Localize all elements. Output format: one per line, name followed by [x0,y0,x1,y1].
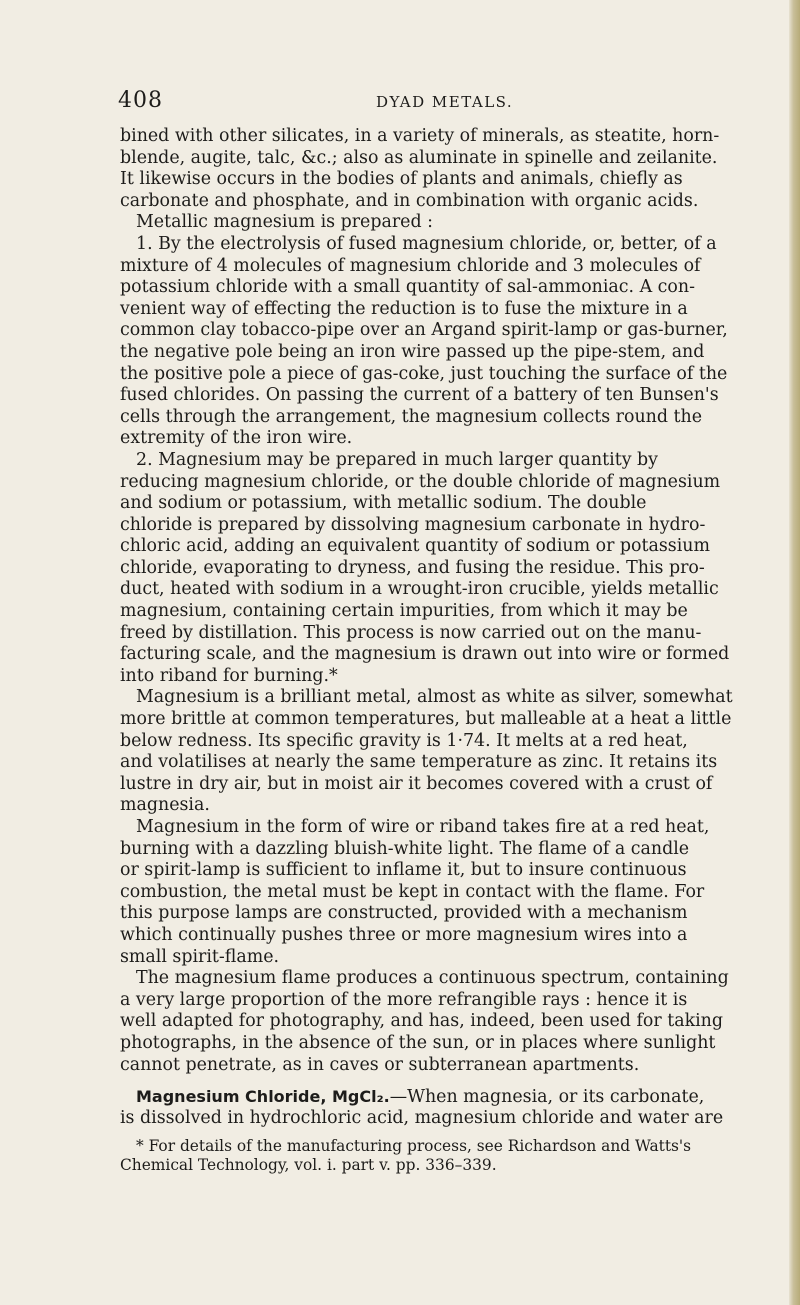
text-line: Metallic magnesium is prepared : [136,212,433,233]
text-line: facturing scale, and the magnesium is drawn out into wire or formed [120,644,730,665]
text-line: small spirit-flame. [120,946,280,967]
section-gap [120,1076,780,1086]
text-line: magnesia. [120,795,210,816]
body-text [120,126,780,1175]
text-line: this purpose lamps are constructed, provided with a mechanism [120,903,688,924]
text-line: fused chlorides. On passing the current of a battery of ten Bunsen's [120,385,719,406]
text-line: well adapted for photography, and has, indeed, been used for taking [120,1011,723,1032]
text-line: into riband for burning.* [120,665,338,686]
text-line: 1. By the electrolysis of fused magnesium chloride, or, better, of a [136,233,717,254]
text-line: more brittle at common temperatures, but malleable at a heat a little [120,709,732,730]
section-heading-continuation: —When magnesia, or its carbonate, [389,1087,705,1108]
section-heading-line [120,1086,780,1108]
page-number: 408 [118,88,163,113]
text-line: photographs, in the absence of the sun, or in places where sunlight [120,1032,716,1053]
text-line: below redness. Its specific gravity is 1·74. It melts at a red heat, [120,730,688,751]
text-line: duct, heated with sodium in a wrought-iron crucible, yields metallic [120,579,719,600]
text-line: carbonate and phosphate, and in combination with organic acids. [120,190,699,211]
text-line: It likewise occurs in the bodies of plants and animals, chiefly as [120,169,683,190]
text-line: or spirit-lamp is sufficient to inflame it, but to insure continuous [120,860,687,881]
text-line: chloride is prepared by dissolving magnesium carbonate in hydro- [120,514,706,535]
page-edge [789,0,800,1305]
section-heading: Magnesium Chloride, MgCl₂. [136,1087,390,1107]
text-line: chloride, evaporating to dryness, and fusing the residue. This pro- [120,557,705,578]
text-line: and volatilises at nearly the same temperature as zinc. It retains its [120,752,718,773]
text-line: the positive pole a piece of gas-coke, just touching the surface of the [120,363,728,384]
text-line: lustre in dry air, but in moist air it becomes covered with a crust of [120,773,713,794]
text-line: bined with other silicates, in a variety of minerals, as steatite, horn- [120,126,720,146]
text-line: potassium chloride with a small quantity of sal-ammoniac. A con- [120,277,695,298]
running-head: DYAD METALS. [376,93,514,111]
text-line: a very large proportion of the more refrangible rays : hence it is [120,989,688,1010]
text-line: and sodium or potassium, with metallic sodium. The double [120,493,647,514]
text-line: extremity of the iron wire. [120,428,353,449]
page-header [118,88,718,118]
text-line: The magnesium flame produces a continuous spectrum, containing [136,968,729,989]
text-line: magnesium, containing certain impurities, from which it may be [120,601,688,622]
text-line: reducing magnesium chloride, or the double chloride of magnesium [120,471,721,492]
text-line: cells through the arrangement, the magnesium collects round the [120,406,702,427]
text-line: is dissolved in hydrochloric acid, magnesium chloride and water are [120,1107,724,1128]
text-line: chloric acid, adding an equivalent quantity of sodium or potassium [120,536,710,557]
text-line: mixture of 4 molecules of magnesium chloride and 3 molecules of [120,255,701,276]
text-line: blende, augite, talc, &c.; also as aluminate in spinelle and zeilanite. [120,147,718,168]
footnote-gap [120,1129,780,1137]
text-line: cannot penetrate, as in caves or subterranean apartments. [120,1054,640,1075]
footnote-line: * For details of the manufacturing process, see Richardson and Watts's [136,1137,692,1156]
footnote-line: Chemical Technology, vol. i. part v. pp. 336–339. [120,1156,497,1175]
text-line: Magnesium in the form of wire or riband takes fire at a red heat, [136,817,710,837]
text-line: the negative pole being an iron wire passed up the pipe-stem, and [120,341,705,362]
text-line: freed by distillation. This process is now carried out on the manu- [120,622,702,643]
text-line: venient way of effecting the reduction is to fuse the mixture in a [120,298,688,319]
text-line: burning with a dazzling bluish-white light. The flame of a candle [120,838,690,859]
text-line: 2. Magnesium may be prepared in much larger quantity by [136,449,658,470]
text-line: common clay tobacco-pipe over an Argand spirit-lamp or gas-burner, [120,320,728,341]
text-line: Magnesium is a brilliant metal, almost as white as silver, somewhat [136,687,733,708]
text-line: which continually pushes three or more magnesium wires into a [120,924,688,945]
text-line: combustion, the metal must be kept in contact with the flame. For [120,881,705,902]
